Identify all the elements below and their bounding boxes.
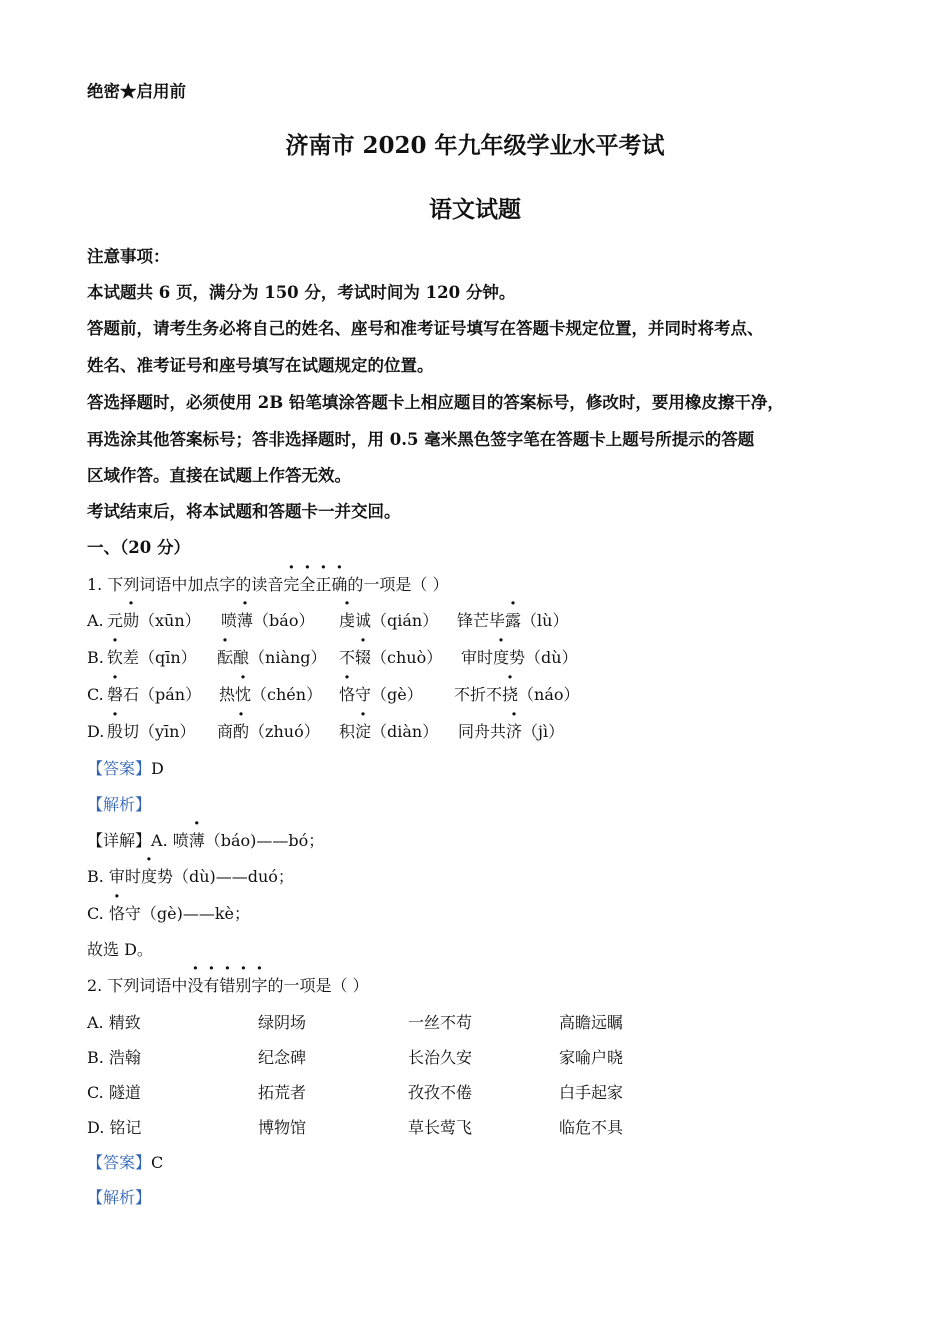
notice-line: 姓名、准考证号和座号填写在试题规定的位置。 (87, 356, 434, 375)
dotted-char: 错 (219, 976, 236, 995)
notice-line: 答选择题时，必须使用 2B 铅笔填涂答题卡上相应题目的答案标号，修改时，要用橡皮擦干净， (87, 393, 784, 412)
q1-stem-text: 的一项是（ ） (347, 575, 449, 594)
notice-line: 考试结束后，将本试题和答题卡一并交回。 (87, 502, 401, 521)
q1-detail: B. 审时度势（dù)——duó； (87, 867, 294, 886)
q1-stem-text: 1. 下列词语中加点字的读音 (87, 575, 284, 594)
dotted-char: 完 (283, 575, 300, 594)
option-item: 酝酿（niàng） (217, 648, 327, 667)
q1-stem (87, 574, 449, 596)
option-item: 喷薄（báo） (221, 611, 315, 630)
analysis-label: 【解析】 (87, 1188, 152, 1207)
option-item: 不辍（chuò） (339, 648, 443, 667)
subject-title: 语文试题 (429, 196, 521, 223)
option-item: 拓荒者 (258, 1083, 307, 1102)
analysis-label: 【解析】 (87, 795, 152, 814)
option-item: 纪念碑 (258, 1048, 307, 1067)
q1-answer (87, 758, 164, 780)
notice-line: 再选涂其他答案标号；答非选择题时，用 0.5 毫米黑色签字笔在答题卡上题号所提示的答题 (87, 430, 755, 449)
option-label: D. (87, 722, 105, 741)
answer-label: 【答案】 (87, 1153, 152, 1172)
option-label: A. 精致 (87, 1013, 141, 1032)
notice-line: 区域作答。直接在试题上作答无效。 (87, 466, 351, 485)
detail-label: 【详解】 (87, 831, 152, 850)
option-item: 白手起家 (559, 1083, 624, 1102)
option-label: C. 隧道 (87, 1083, 141, 1102)
q1-detail: 【详解】A. 喷薄（báo)——bó； (87, 831, 325, 850)
q2-answer (87, 1152, 163, 1174)
option-item: 钦差（qīn） (107, 648, 197, 667)
exam-title: 济南市 2020 年九年级学业水平考试 (285, 132, 665, 159)
secret-label: 绝密★启用前 (87, 82, 186, 101)
option-item: 高瞻远瞩 (559, 1013, 624, 1032)
option-item: 草长莺飞 (408, 1118, 473, 1137)
dotted-char: 正 (315, 575, 332, 594)
option-item: 元勋（xūn） (107, 611, 201, 630)
option-item: 磐石（pán） (107, 685, 202, 704)
notice-line: 答题前，请考生务必将自己的姓名、座号和准考证号填写在答题卡规定位置，并同时将考点、 (87, 319, 764, 338)
option-item: 虔诚（qián） (339, 611, 439, 630)
option-item: 临危不具 (559, 1118, 624, 1137)
notice-heading: 注意事项： (87, 247, 170, 266)
option-item: 长治久安 (408, 1048, 473, 1067)
q2-stem-text: 2. 下列词语中 (87, 976, 188, 995)
dotted-char: 没 (187, 976, 204, 995)
option-item: 商酌（zhuó） (217, 722, 320, 741)
q2-stem-text: 的一项是（ ） (267, 976, 369, 995)
section-heading: 一、（20 分） (87, 538, 190, 557)
option-item: 一丝不苟 (408, 1013, 473, 1032)
option-item: 恪守（gè） (339, 685, 423, 704)
option-item: 热忱（chén） (219, 685, 323, 704)
answer-label: 【答案】 (87, 759, 152, 778)
answer-value: D (151, 759, 164, 778)
option-label: B. 浩翰 (87, 1048, 141, 1067)
option-item: 博物馆 (258, 1118, 307, 1137)
option-item: 同舟共济（jì） (458, 722, 565, 741)
answer-value: C (151, 1153, 164, 1172)
option-item: 积淀（diàn） (339, 722, 439, 741)
option-label: B. (87, 648, 104, 667)
dotted-char: 全 (299, 575, 316, 594)
dotted-char: 别 (235, 976, 252, 995)
option-label: C. (87, 685, 104, 704)
option-item: 绿阴场 (258, 1013, 307, 1032)
notice-line: 本试题共 6 页，满分为 150 分，考试时间为 120 分钟。 (87, 283, 516, 302)
dotted-char: 确 (331, 575, 348, 594)
option-item: 家喻户晓 (559, 1048, 624, 1067)
option-label: D. 铭记 (87, 1118, 142, 1137)
option-item: 孜孜不倦 (408, 1083, 473, 1102)
option-label: A. (87, 611, 104, 630)
dotted-char: 字 (251, 976, 268, 995)
option-item: 锋芒毕露（lù） (457, 611, 569, 630)
option-item: 审时度势（dù） (461, 648, 578, 667)
q1-conclusion: 故选 D。 (87, 940, 153, 959)
option-item: 殷切（yīn） (107, 722, 196, 741)
dotted-char: 有 (203, 976, 220, 995)
q1-detail: C. 恪守（gè)——kè； (87, 904, 250, 923)
option-item: 不折不挠（náo） (454, 685, 580, 704)
q2-stem (87, 975, 369, 997)
